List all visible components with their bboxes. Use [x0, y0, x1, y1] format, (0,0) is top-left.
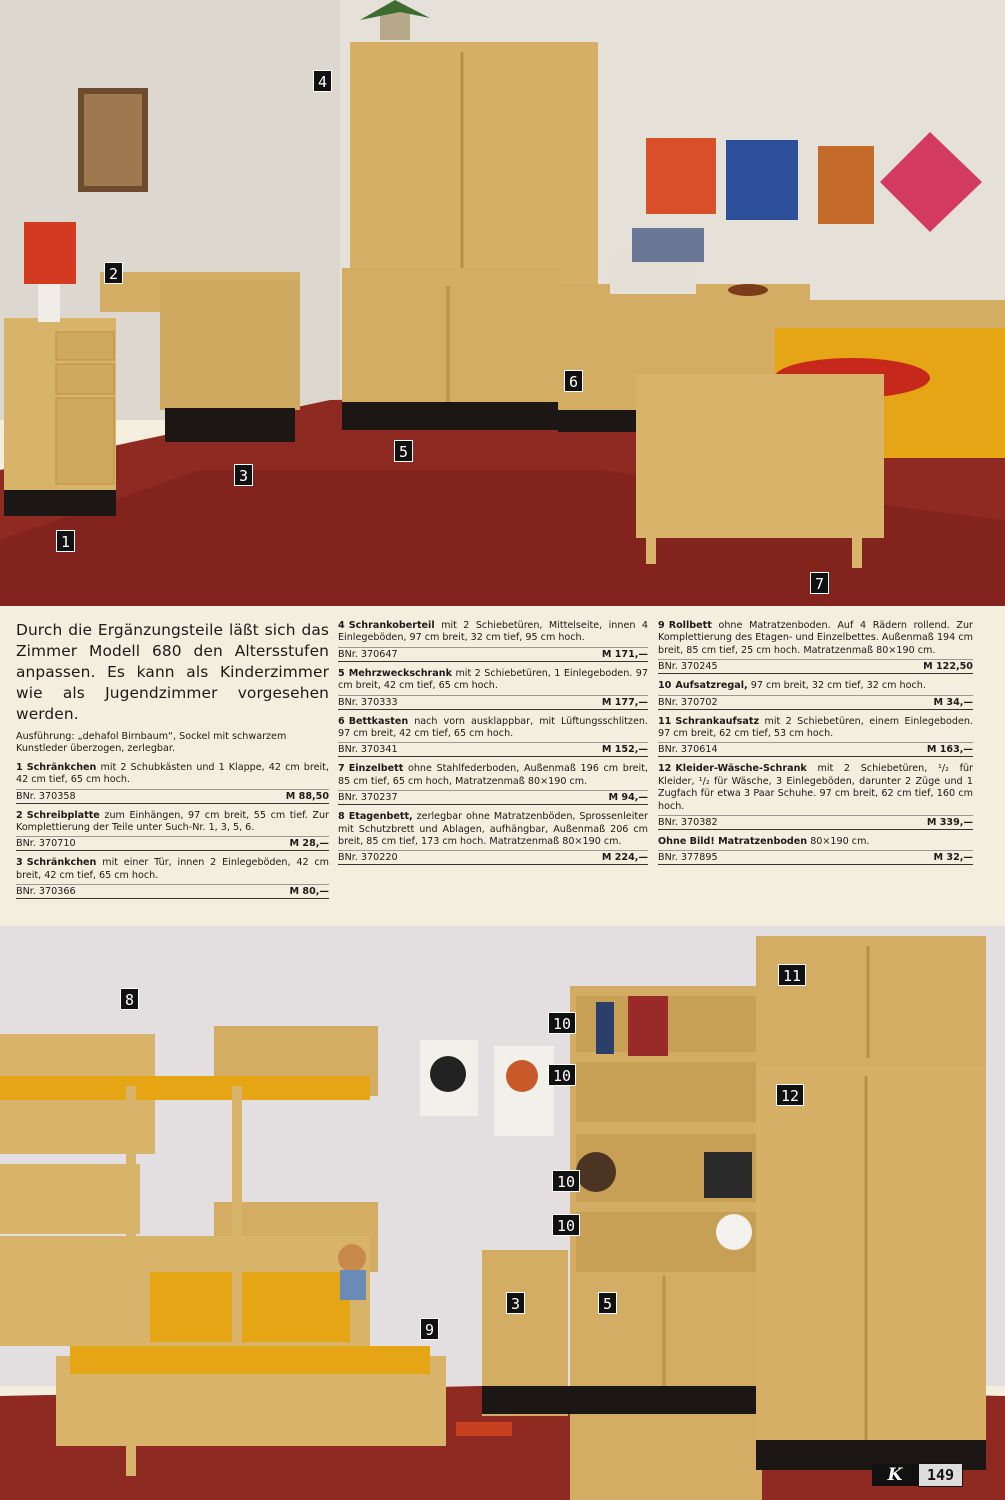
item-price: M 163,— — [926, 744, 973, 756]
item-price: M 28,— — [289, 838, 329, 850]
item-number: 12 — [658, 763, 672, 775]
marker-10-b: 10 — [548, 1064, 576, 1086]
item-description: mit 2 Schiebetüren, 1 Einlegeboden. 97 cm breit, 42 cm tief, 65 cm hoch. — [338, 667, 648, 692]
order-number: BNr. 370220 — [338, 852, 398, 864]
marker-5: 5 — [394, 440, 413, 462]
product-item-extra — [658, 836, 973, 865]
marker-5-bottom: 5 — [598, 1292, 617, 1314]
execution-note: Ausführung: „dehafol Birnbaum“, Sockel mit schwarzem Kunstleder überzogen, zerlegbar. — [16, 731, 287, 755]
item-name: Schrankaufsatz — [675, 715, 760, 727]
photo-childrens-room-bunk-bed — [0, 926, 1005, 1500]
product-item-6 — [338, 716, 648, 758]
item-description: mit 2 Schiebetüren, Mittelseite, innen 4 Einlegeböden, 97 cm breit, 32 cm tief, 95 cm hoch. — [338, 620, 648, 644]
item-name: Aufsatzregal, — [675, 680, 748, 692]
item-name: Mehrzweckschrank — [348, 667, 452, 679]
item-description: mit 2 Schubkästen und 1 Klappe, 42 cm breit, 42 cm tief, 65 cm hoch. — [16, 761, 329, 786]
item-number: 4 — [338, 620, 345, 631]
item-price: M 224,— — [601, 852, 648, 864]
item-price: M 177,— — [601, 696, 648, 708]
product-text-band — [0, 606, 1005, 926]
order-number: BNr. 370614 — [658, 744, 718, 756]
item-number: 7 — [338, 763, 345, 775]
intro-text: Durch die Ergänzungsteile läßt sich das Zimmer Modell 680 den Altersstufen anpassen. Es kann als Kinderzimmer wie als Jugendzimmer vorgesehen werden. — [16, 621, 329, 723]
marker-1: 1 — [56, 530, 75, 552]
marker-3: 3 — [234, 464, 253, 486]
marker-2: 2 — [104, 262, 123, 284]
item-name: Etagenbett, — [348, 811, 413, 823]
page-number: 149 — [918, 1463, 963, 1487]
item-name: Schränkchen — [26, 761, 97, 773]
marker-3-bottom: 3 — [506, 1292, 525, 1314]
item-number: 6 — [338, 715, 345, 727]
order-number: BNr. 370358 — [16, 790, 76, 802]
photo-bottom-illustration — [0, 926, 1005, 1500]
item-description: zum Einhängen, 97 cm breit, 55 cm tief. Zur Komplettierung der Teile unter Such-Nr. 1, 3, 5, 6. — [16, 809, 329, 834]
item-name: Rollbett — [668, 620, 712, 631]
order-number: BNr. 370382 — [658, 817, 718, 829]
photo-top-illustration — [0, 0, 1005, 606]
product-item-9 — [658, 620, 973, 674]
extra-item-name: Ohne Bild! Matratzenboden — [658, 836, 808, 848]
item-description: zerlegbar ohne Matratzenböden, Sprossenleiter mit Schutzbrett und Ablagen, aufhängbar, Außenmaß 206 cm breit, 85 cm tief, 173 cm hoch. Matratzenmaß 80×190 cm. — [338, 811, 648, 848]
order-number: BNr. 377895 — [658, 852, 718, 864]
item-price: M 339,— — [926, 817, 973, 829]
item-description: mit einer Tür, innen 2 Einlegeböden, 42 cm breit, 42 cm tief, 65 cm hoch. — [16, 857, 329, 881]
item-number: 11 — [658, 715, 672, 727]
item-description: 97 cm breit, 32 cm tief, 32 cm hoch. — [750, 680, 926, 692]
item-price: M 122,50 — [923, 661, 973, 673]
product-item-11 — [658, 716, 973, 758]
item-price: M 34,— — [933, 696, 973, 708]
product-item-7 — [338, 763, 648, 805]
publisher-logo: K — [872, 1464, 918, 1486]
text-column-2 — [338, 620, 648, 871]
marker-10-c: 10 — [552, 1170, 580, 1192]
item-name: Kleider-Wäsche-Schrank — [675, 763, 807, 775]
order-number: BNr. 370702 — [658, 696, 718, 708]
item-number: 8 — [338, 811, 345, 823]
product-item-10 — [658, 680, 973, 709]
item-price: M 171,— — [601, 648, 648, 660]
product-item-2 — [16, 810, 329, 852]
item-number: 1 — [16, 761, 23, 773]
page-footer — [872, 1462, 963, 1488]
marker-10-a: 10 — [548, 1012, 576, 1034]
product-item-12 — [658, 763, 973, 830]
item-description: mit 2 Schiebetüren, ¹/₂ für Kleider, ¹/₂ für Wäsche, 3 Einlegeböden, darunter 2 Züge und 1 Zugfach für etwa 3 Paar Schuhe. 97 cm breit, 62 cm tief, 160 cm hoch. — [658, 763, 973, 812]
item-name: Bettkasten — [348, 715, 409, 727]
text-column-1 — [16, 620, 329, 905]
marker-7: 7 — [810, 572, 829, 594]
item-number: 3 — [16, 857, 23, 869]
item-name: Einzelbett — [348, 763, 404, 775]
item-price: M 80,— — [289, 886, 329, 898]
item-number: 10 — [658, 680, 672, 692]
product-item-8 — [338, 811, 648, 865]
order-number: BNr. 370647 — [338, 648, 398, 660]
order-number: BNr. 370366 — [16, 886, 76, 898]
marker-6: 6 — [564, 370, 583, 392]
order-number: BNr. 370245 — [658, 661, 718, 673]
item-price: M 152,— — [601, 744, 648, 756]
marker-8: 8 — [120, 988, 139, 1010]
item-name: Schrankoberteil — [348, 620, 435, 631]
marker-11: 11 — [778, 964, 806, 986]
product-item-1 — [16, 762, 329, 804]
item-price: M 88,50 — [285, 790, 329, 802]
item-name: Schreibplatte — [26, 809, 100, 821]
photo-childrens-room-desk-bed — [0, 0, 1005, 606]
order-number: BNr. 370333 — [338, 696, 398, 708]
item-number: 2 — [16, 809, 23, 821]
order-number: BNr. 370710 — [16, 838, 76, 850]
item-description: mit 2 Schiebetüren, einem Einlegeboden. 97 cm breit, 62 cm tief, 53 cm hoch. — [658, 715, 973, 740]
marker-4: 4 — [313, 70, 332, 92]
item-description: nach vorn ausklappbar, mit Lüftungsschlitzen. 97 cm breit, 42 cm tief, 65 cm hoch. — [338, 715, 648, 740]
text-column-3 — [658, 620, 973, 871]
item-price: M 94,— — [608, 792, 648, 804]
marker-9: 9 — [420, 1318, 439, 1340]
product-item-3 — [16, 857, 329, 899]
item-name: Schränkchen — [26, 857, 97, 869]
item-description: ohne Stahlfederboden, Außenmaß 196 cm breit, 85 cm tief, 65 cm hoch, Matratzenmaß 80×190 cm. — [338, 763, 648, 787]
product-item-4 — [338, 620, 648, 662]
item-number: 9 — [658, 620, 665, 631]
extra-item-description: 80×190 cm. — [810, 836, 870, 848]
product-item-5 — [338, 668, 648, 710]
item-price: M 32,— — [933, 852, 973, 864]
order-number: BNr. 370237 — [338, 792, 398, 804]
marker-12: 12 — [776, 1084, 804, 1106]
item-description: ohne Matratzenboden. Auf 4 Rädern rollend. Zur Komplettierung des Etagen- und Einzelbettes. Außenmaß 194 cm breit, 85 cm tief, 25 cm hoch. Matratzenmaß 80×190 cm. — [658, 620, 973, 656]
marker-10-d: 10 — [552, 1214, 580, 1236]
item-number: 5 — [338, 667, 345, 679]
order-number: BNr. 370341 — [338, 744, 398, 756]
